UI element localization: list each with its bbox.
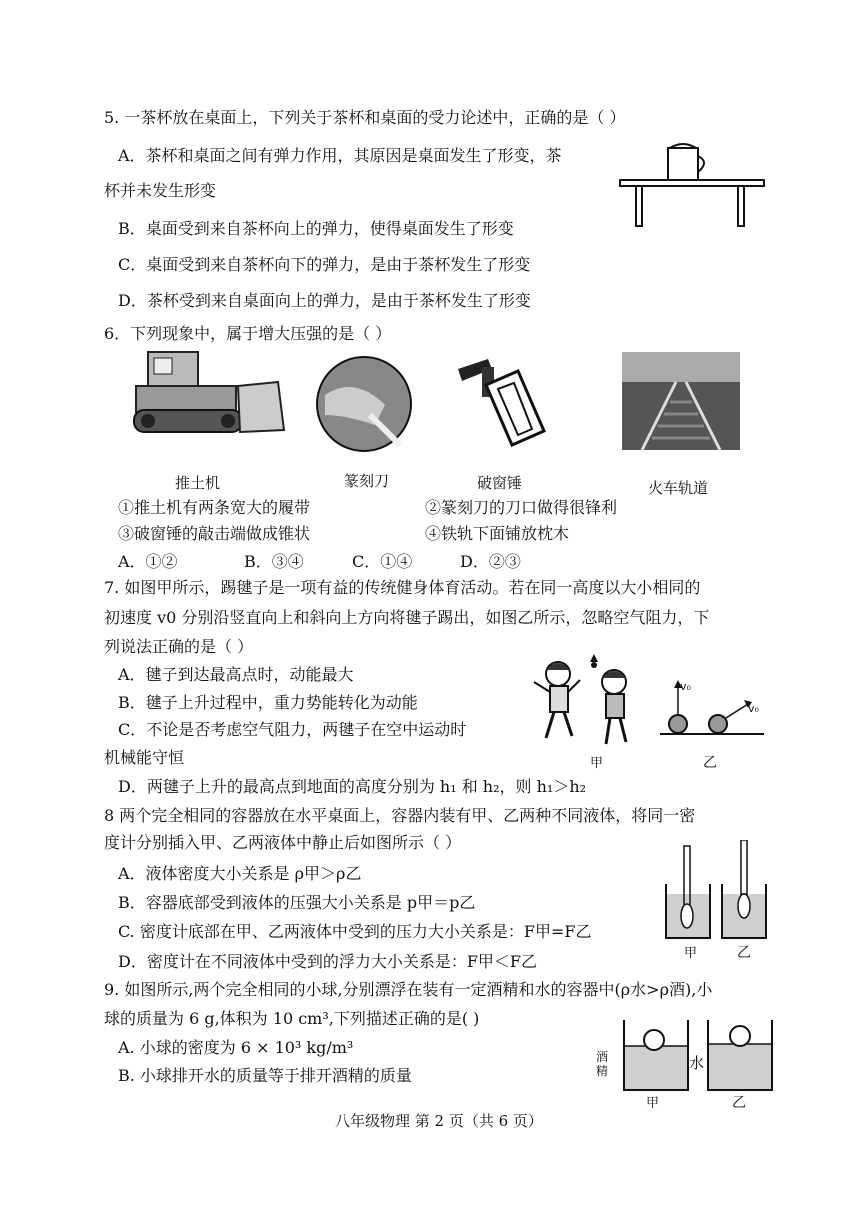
q7-fig-v0-oblique: v₀ xyxy=(748,702,759,715)
q9-option-a: A. 小球的密度为 6 × 10³ kg/m³ xyxy=(118,1038,354,1057)
q8-fig-label-yi: 乙 xyxy=(737,945,751,961)
q6-option-c: C．①④ xyxy=(352,552,413,571)
caption-safety-hammer: 破窗锤 xyxy=(477,474,523,492)
q6-option-a: A．①② xyxy=(118,552,178,571)
q7-fig-label-jia: 甲 xyxy=(590,756,604,771)
q7-option-c-line1: C．不论是否考虑空气阻力，两毽子在空中运动时 xyxy=(118,720,467,739)
teacup-on-table-figure xyxy=(618,136,766,228)
q5-option-a-line1: A．茶杯和桌面之间有弹力作用，其原因是桌面发生了形变，茶 xyxy=(118,146,562,165)
q5-stem: 5. 一茶杯放在桌面上，下列关于茶杯和桌面的受力论述中，正确的是（ ） xyxy=(104,108,626,127)
q9-fig-label-alcohol: 酒精 xyxy=(596,1050,609,1078)
q5-option-a-line2: 杯并未发生形变 xyxy=(104,181,217,200)
q8-stem-line2: 度计分别插入甲、乙两液体中静止后如图所示（ ） xyxy=(104,833,462,852)
q7-option-b: B．毽子上升过程中，重力势能转化为动能 xyxy=(118,693,418,712)
q6-stem: 6．下列现象中，属于增大压强的是（ ） xyxy=(104,324,392,343)
q8-option-c: C. 密度计底部在甲、乙两液体中受到的压力大小关系是：F甲=F乙 xyxy=(118,922,592,941)
q5-option-c: C．桌面受到来自茶杯向下的弹力，是由于茶杯发生了形变 xyxy=(118,255,531,274)
q7-fig-label-yi: 乙 xyxy=(703,755,717,771)
hydrometer-beakers-figure xyxy=(662,840,772,944)
page-footer: 八年级物理 第 2 页（共 6 页） xyxy=(335,1112,543,1130)
railway-track-image xyxy=(622,352,740,450)
q7-stem-line1: 7. 如图甲所示，踢毽子是一项有益的传统健身体育活动。若在同一高度以大小相同的 xyxy=(104,578,701,597)
q6-item-4: ④铁轨下面铺放枕木 xyxy=(425,524,570,543)
q9-fig-label-jia: 甲 xyxy=(646,1096,660,1111)
q9-option-b: B. 小球排开水的质量等于排开酒精的质量 xyxy=(118,1066,412,1085)
q6-item-1: ①推土机有两条宽大的履带 xyxy=(118,498,311,517)
q7-stem-line3: 列说法正确的是（ ） xyxy=(104,637,254,656)
caption-railway-track: 火车轨道 xyxy=(648,479,709,497)
q5-option-d: D．茶杯受到来自桌面向上的弹力，是由于茶杯发生了形变 xyxy=(118,291,531,310)
bulldozer-image xyxy=(128,346,288,442)
q9-stem-line1: 9. 如图所示,两个完全相同的小球,分别漂浮在装有一定酒精和水的容器中(ρ水>ρ酒),小 xyxy=(104,980,713,999)
q8-fig-label-jia: 甲 xyxy=(684,946,698,961)
q9-fig-label-yi: 乙 xyxy=(732,1095,746,1111)
children-kicking-shuttlecock-figure xyxy=(528,652,646,752)
q5-option-b: B．桌面受到来自茶杯向上的弹力，使得桌面发生了形变 xyxy=(118,219,514,238)
q7-option-a: A．毽子到达最高点时，动能最大 xyxy=(118,665,354,684)
q7-option-d: D．两毽子上升的最高点到地面的高度分别为 h₁ 和 h₂，则 h₁＞h₂ xyxy=(118,777,587,796)
q6-item-2: ②篆刻刀的刀口做得很锋利 xyxy=(425,498,618,517)
q8-option-a: A．液体密度大小关系是 ρ甲＞ρ乙 xyxy=(118,864,362,883)
q6-item-3: ③破窗锤的敲击端做成锥状 xyxy=(118,524,311,543)
q7-option-c-line2: 机械能守恒 xyxy=(104,748,185,767)
caption-carving-knife: 篆刻刀 xyxy=(344,472,390,490)
q8-option-d: D．密度计在不同液体中受到的浮力大小关系是：F甲＜F乙 xyxy=(118,952,538,971)
caption-bulldozer: 推土机 xyxy=(175,474,221,492)
q9-fig-label-water: 水 xyxy=(689,1054,705,1072)
q7-fig-v0-vertical: v₀ xyxy=(680,680,691,693)
safety-hammer-image xyxy=(452,355,550,453)
q9-stem-line2: 球的质量为 6 g,体积为 10 cm³,下列描述正确的是( ) xyxy=(104,1009,480,1028)
q6-option-b: B．③④ xyxy=(244,552,304,571)
q8-stem-line1: 8 两个完全相同的容器放在水平桌面上，容器内装有甲、乙两种不同液体，将同一密 xyxy=(104,806,696,825)
carving-knife-image xyxy=(315,355,413,453)
q8-option-b: B．容器底部受到液体的压强大小关系是 p甲＝p乙 xyxy=(118,893,476,912)
q7-stem-line2: 初速度 v0 分别沿竖直向上和斜向上方向将毽子踢出，如图乙所示，忽略空气阻力，下 xyxy=(104,608,710,627)
q6-option-d: D．②③ xyxy=(460,552,521,571)
